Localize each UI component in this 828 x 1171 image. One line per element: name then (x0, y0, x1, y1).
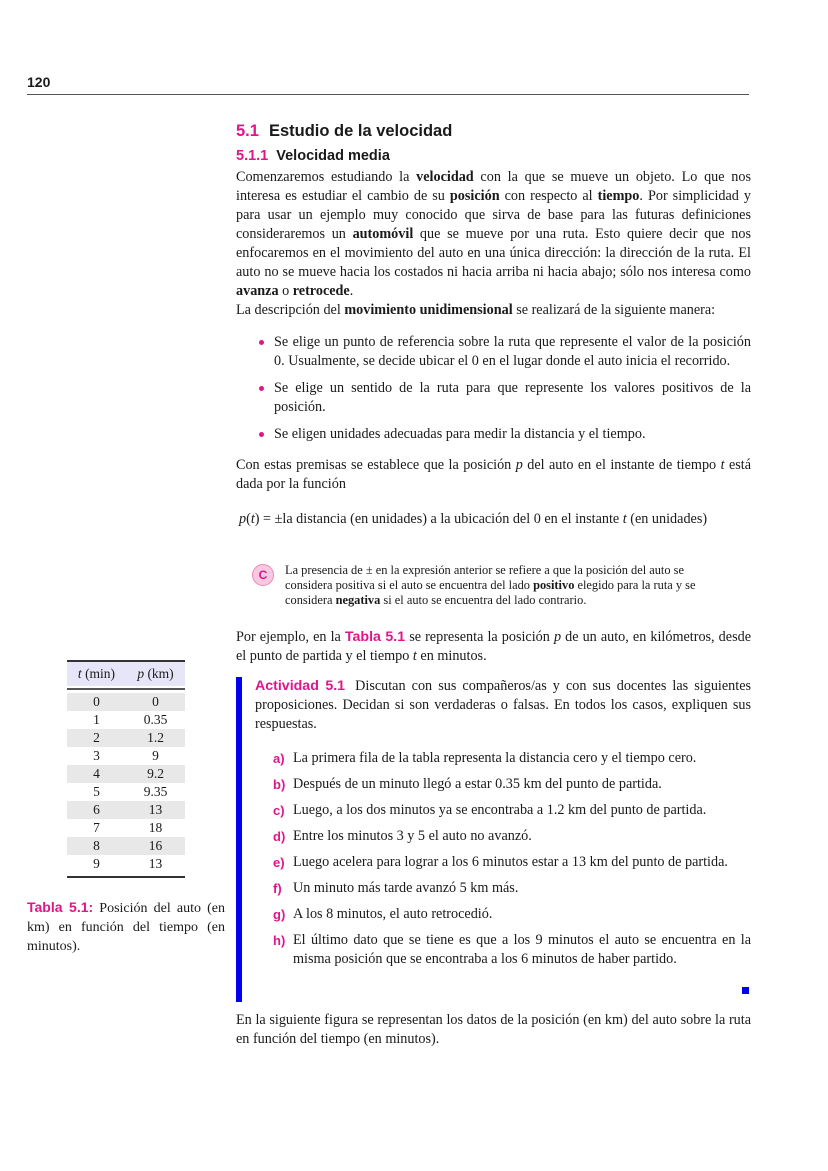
table-header (67, 662, 185, 686)
margin-note: C La presencia de ± en la expresión anterior se refiere a que la posición del auto se considera positiva si el auto se encuentra del lado positivo elegido para la ruta y se considera negativa si el auto se encuentra del lado contrario. (250, 563, 715, 608)
page-number: 120 (27, 74, 51, 90)
subsection-heading (236, 146, 751, 166)
table-row: 9 13 (93, 856, 163, 871)
table-caption: Tabla 5.1: Posición del auto (en km) en función del tiempo (en minutos). (27, 899, 225, 954)
position-table (67, 660, 185, 878)
activity-items (255, 749, 751, 969)
activity-item: c) Luego, a los dos minutos ya se encontraba a 1.2 km del punto de partida. (273, 802, 707, 818)
table-row: 4 9.2 (67, 765, 185, 783)
activity-item: b) Después de un minuto llegó a estar 0.35 km del punto de partida. (273, 776, 662, 792)
activity-item: h) El último dato que se tiene es que a los 9 minutos el auto se encuentra en la misma posición que se encontraba a los 6 minutos de haber partido. (273, 932, 751, 967)
header-position: p (km) (137, 666, 174, 681)
note-badge-icon: C (252, 564, 274, 586)
list-item: Se elige un sentido de la ruta para que represente los valores positivos de la posición. (256, 379, 751, 417)
bullet-icon (259, 340, 264, 345)
activity-item: f) Un minuto más tarde avanzó 5 km más. (273, 880, 519, 896)
table-row: 8 16 (67, 837, 185, 855)
table-reference-link[interactable]: Tabla 5.1 (344, 629, 406, 645)
table-row: 1 0.35 (93, 712, 168, 727)
description-paragraph: La descripción del movimiento unidimensional se realizará de la siguiente manera: (236, 302, 716, 318)
closing-paragraph: En la siguiente figura se representan los datos de la posición (en km) del auto sobre la ruta en función del tiempo (en minutos). (236, 1012, 751, 1047)
table-row: 7 18 (93, 820, 163, 835)
list-item: Se eligen unidades adecuadas para medir la distancia y el tiempo. (256, 425, 751, 444)
subsection-title: Velocidad media (276, 148, 390, 164)
premises-paragraph: Con estas premisas se establece que la posición p del auto en el instante de tiempo t está dada por la función (236, 457, 752, 492)
intro-paragraph: Comenzaremos estudiando la velocidad con la que se mueve un objeto. Lo que nos interesa es estudiar el cambio de su posición con respecto al tiempo. Por simplicidad y para usar un ejemplo muy conocido que sirva de base para las futuras definiciones consideraremos un automóvil que se mueve por una ruta. Esto quiere decir que nos enfocaremos en el movimiento del auto en una única dirección: la dirección de la ruta. El auto no se mueve hacia los costados ni hacia arriba ni hacia abajo; sólo nos interesa como avanza o retrocede. (236, 169, 751, 299)
table-row: 5 9.35 (93, 784, 168, 799)
activity-item: d) Entre los minutos 3 y 5 el auto no avanzó. (273, 828, 532, 844)
table-row: 2 1.2 (67, 729, 185, 747)
list-item: Se elige un punto de referencia sobre la ruta que represente el valor de la posición 0. Usualmente, se decide ubicar el 0 en el lugar donde el auto inicia el recorrido. (256, 333, 751, 371)
section-heading (236, 120, 751, 142)
activity-title: Actividad 5.1 (255, 678, 346, 694)
activity-item: g) A los 8 minutos, el auto retrocedió. (273, 906, 493, 922)
activity-intro: Actividad 5.1 Discutan con sus compañeros/as y con sus docentes las siguientes proposiciones. Decidan si son verdaderas o falsas. En todos los casos, expliquen sus respuestas. (255, 678, 752, 732)
section-number: 5.1 (236, 122, 259, 140)
activity-item: a) La primera fila de la tabla representa la distancia cero y el tiempo cero. (273, 750, 697, 766)
table-row: 0 0 (67, 693, 185, 711)
table-row: 6 13 (67, 801, 185, 819)
end-of-activity-icon (742, 987, 749, 994)
activity-item: e) Luego acelera para lograr a los 6 minutos estar a 13 km del punto de partida. (273, 854, 728, 870)
premises-list (236, 333, 751, 444)
table-bottom-rule (67, 876, 185, 878)
bullet-icon (259, 386, 264, 391)
activity-box (236, 677, 751, 1002)
position-formula: p(t) = ±la distancia (en unidades) a la ubicación del 0 en el instante t (en unidades) (239, 511, 708, 527)
header-rule (27, 94, 749, 95)
subsection-number: 5.1.1 (236, 148, 269, 164)
section-title: Estudio de la velocidad (268, 122, 453, 140)
caption-label: Tabla 5.1: (27, 899, 94, 915)
header-time: t (min) (77, 666, 116, 681)
table-mid-rule (67, 688, 185, 690)
example-paragraph: Por ejemplo, en la Tabla 5.1 se representa la posición p de un auto, en kilómetros, desde el punto de partida y el tiempo t en minutos. (236, 629, 751, 664)
table-row: 3 9 (93, 748, 159, 763)
bullet-icon (259, 432, 264, 437)
main-column (236, 120, 751, 1049)
